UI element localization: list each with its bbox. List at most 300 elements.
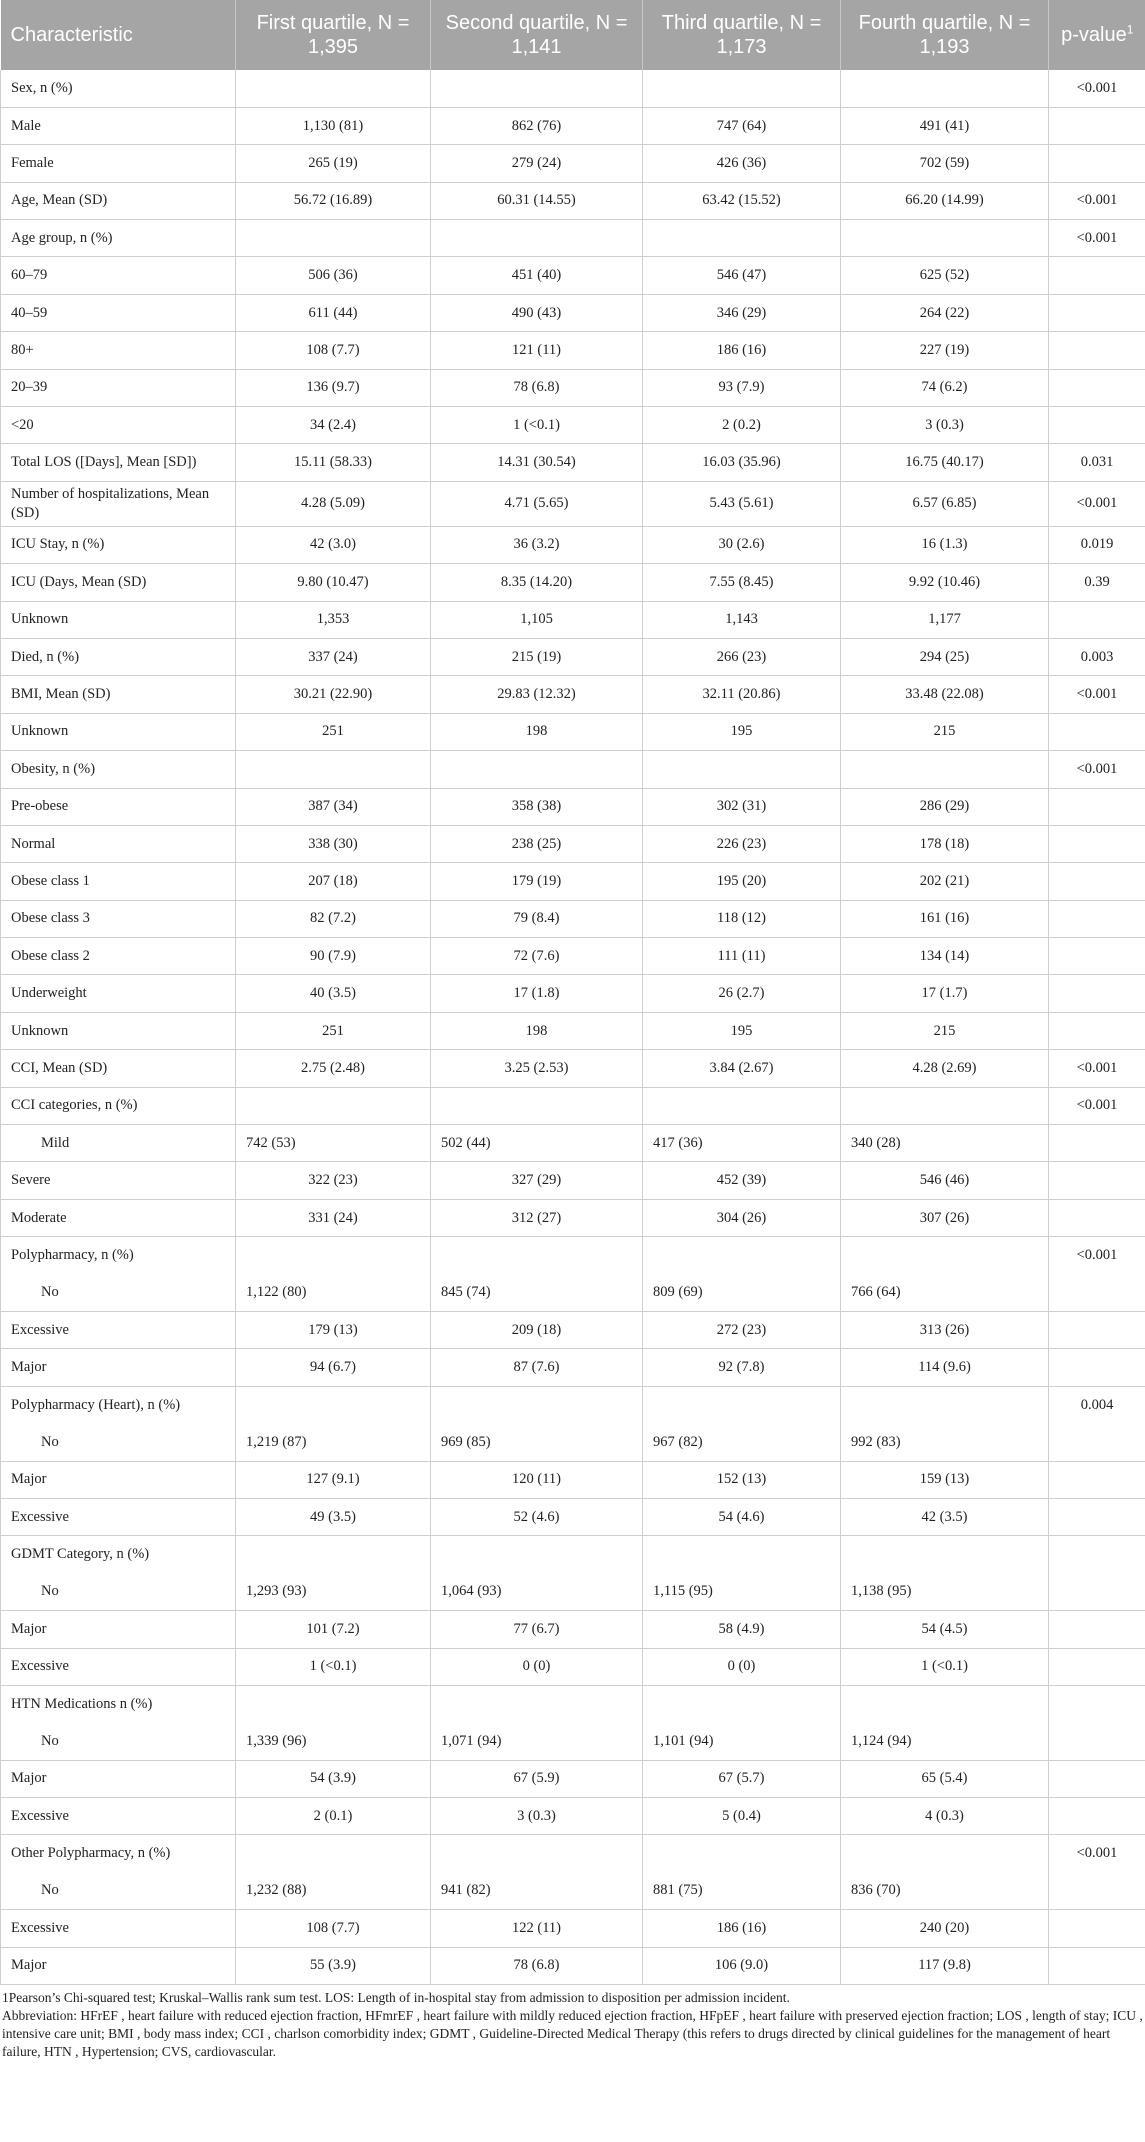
cell-quartile-2: 121 (11) [431, 332, 643, 369]
table-row [1, 825, 1145, 862]
cell-quartile-2: 78 (6.8) [431, 369, 643, 406]
cell-p-value: <0.001 [1049, 1237, 1145, 1274]
cell-quartile-4: 134 (14) [841, 938, 1049, 975]
cell-quartile-2 [431, 1237, 643, 1274]
cell-quartile-3: 54 (4.6) [643, 1498, 841, 1535]
row-label: Excessive [1, 1498, 236, 1535]
table-body [1, 70, 1145, 1985]
cell-quartile-3: 195 [643, 713, 841, 750]
cell-quartile-1: 1,219 (87) [236, 1424, 431, 1461]
cell-quartile-3: 30 (2.6) [643, 526, 841, 563]
cell-quartile-2: 1,064 (93) [431, 1573, 643, 1610]
header-third-quartile [643, 0, 841, 70]
cell-quartile-4: 114 (9.6) [841, 1349, 1049, 1386]
cell-quartile-2: 215 (19) [431, 638, 643, 675]
cell-p-value: 0.019 [1049, 526, 1145, 563]
cell-quartile-3: 0 (0) [643, 1648, 841, 1685]
row-label: Total LOS ([Days], Mean [SD]) [1, 444, 236, 481]
table-row [1, 1648, 1145, 1685]
cell-p-value: 0.031 [1049, 444, 1145, 481]
cell-p-value [1049, 1012, 1145, 1049]
cell-quartile-2: 120 (11) [431, 1461, 643, 1498]
table-row [1, 1162, 1145, 1199]
row-label: 20–39 [1, 369, 236, 406]
table-row [1, 1498, 1145, 1535]
cell-quartile-2: 78 (6.8) [431, 1947, 643, 1984]
cell-quartile-3 [643, 1087, 841, 1124]
cell-quartile-1: 101 (7.2) [236, 1611, 431, 1648]
cell-quartile-1: 207 (18) [236, 863, 431, 900]
cell-quartile-3: 5 (0.4) [643, 1798, 841, 1835]
cell-p-value [1049, 369, 1145, 406]
row-label: Unknown [1, 713, 236, 750]
cell-quartile-2 [431, 220, 643, 257]
footnote-1: 1Pearson’s Chi-squared test; Kruskal–Wallis rank sum test. LOS: Length of in-hospital stay from admission to disposition per admission incident. [2, 1990, 790, 2006]
cell-quartile-3: 881 (75) [643, 1872, 841, 1909]
cell-quartile-4: 33.48 (22.08) [841, 676, 1049, 713]
cell-quartile-2: 17 (1.8) [431, 975, 643, 1012]
cell-quartile-4 [841, 1685, 1049, 1722]
cell-quartile-2: 327 (29) [431, 1162, 643, 1199]
cell-quartile-3: 152 (13) [643, 1461, 841, 1498]
table-row [1, 1760, 1145, 1797]
cell-quartile-3: 111 (11) [643, 938, 841, 975]
cell-quartile-3: 346 (29) [643, 294, 841, 331]
cell-p-value: <0.001 [1049, 1050, 1145, 1087]
cell-quartile-2: 72 (7.6) [431, 938, 643, 975]
row-label: Mild [1, 1125, 236, 1162]
cell-quartile-4: 117 (9.8) [841, 1947, 1049, 1984]
table-row [1, 1087, 1145, 1124]
row-label: Major [1, 1461, 236, 1498]
cell-p-value: <0.001 [1049, 751, 1145, 788]
cell-quartile-3: 967 (82) [643, 1424, 841, 1461]
row-label: Obese class 1 [1, 863, 236, 900]
row-label: Excessive [1, 1648, 236, 1685]
cell-quartile-3: 92 (7.8) [643, 1349, 841, 1386]
cell-quartile-1 [236, 70, 431, 107]
row-label: Normal [1, 825, 236, 862]
cell-quartile-1: 55 (3.9) [236, 1947, 431, 1984]
cell-quartile-2: 122 (11) [431, 1910, 643, 1947]
cell-quartile-4: 4 (0.3) [841, 1798, 1049, 1835]
cell-p-value [1049, 788, 1145, 825]
cell-quartile-3 [643, 1536, 841, 1573]
table-row [1, 1798, 1145, 1835]
cell-p-value: <0.001 [1049, 220, 1145, 257]
cell-quartile-1: 1,122 (80) [236, 1274, 431, 1311]
table-row [1, 1125, 1145, 1162]
cell-p-value [1049, 713, 1145, 750]
cell-quartile-2: 358 (38) [431, 788, 643, 825]
cell-quartile-3 [643, 220, 841, 257]
cell-p-value: 0.004 [1049, 1386, 1145, 1423]
cell-p-value: 0.39 [1049, 564, 1145, 601]
cell-p-value [1049, 975, 1145, 1012]
cell-quartile-4: 546 (46) [841, 1162, 1049, 1199]
cell-quartile-1: 179 (13) [236, 1312, 431, 1349]
cell-quartile-1: 30.21 (22.90) [236, 676, 431, 713]
row-label: HTN Medications n (%) [1, 1685, 236, 1722]
table-row [1, 1536, 1145, 1573]
cell-quartile-3: 1,143 [643, 601, 841, 638]
cell-quartile-1 [236, 1835, 431, 1872]
cell-quartile-1: 1,353 [236, 601, 431, 638]
cell-quartile-1: 331 (24) [236, 1199, 431, 1236]
cell-quartile-1: 1,339 (96) [236, 1723, 431, 1760]
cell-p-value [1049, 1760, 1145, 1797]
cell-quartile-1: 742 (53) [236, 1125, 431, 1162]
cell-quartile-4: 240 (20) [841, 1910, 1049, 1947]
cell-p-value [1049, 1461, 1145, 1498]
row-label: Moderate [1, 1199, 236, 1236]
cell-quartile-2 [431, 1835, 643, 1872]
cell-quartile-4: 491 (41) [841, 107, 1049, 144]
cell-p-value [1049, 1199, 1145, 1236]
cell-quartile-2 [431, 1536, 643, 1573]
row-label: Female [1, 145, 236, 182]
header-label: First quartile, N = 1,395 [256, 12, 410, 58]
cell-p-value: <0.001 [1049, 182, 1145, 219]
table-row [1, 1685, 1145, 1722]
table-footnotes [0, 1985, 1145, 2061]
cell-p-value [1049, 1947, 1145, 1984]
row-label: Obese class 2 [1, 938, 236, 975]
cell-quartile-2: 4.71 (5.65) [431, 481, 643, 526]
cell-quartile-3: 426 (36) [643, 145, 841, 182]
header-label: Third quartile, N = 1,173 [661, 12, 822, 58]
cell-quartile-1: 56.72 (16.89) [236, 182, 431, 219]
cell-quartile-4: 1 (<0.1) [841, 1648, 1049, 1685]
cell-quartile-3 [643, 1835, 841, 1872]
cell-quartile-3: 63.42 (15.52) [643, 182, 841, 219]
cell-quartile-1: 49 (3.5) [236, 1498, 431, 1535]
cell-quartile-2: 312 (27) [431, 1199, 643, 1236]
cell-quartile-1: 90 (7.9) [236, 938, 431, 975]
header-label: Characteristic [10, 24, 133, 46]
row-label: No [1, 1573, 236, 1610]
cell-quartile-1: 42 (3.0) [236, 526, 431, 563]
cell-p-value [1049, 294, 1145, 331]
cell-quartile-2 [431, 70, 643, 107]
cell-quartile-2: 490 (43) [431, 294, 643, 331]
row-label: Obesity, n (%) [1, 751, 236, 788]
cell-quartile-1: 40 (3.5) [236, 975, 431, 1012]
row-label: CCI, Mean (SD) [1, 1050, 236, 1087]
row-label: Polypharmacy (Heart), n (%) [1, 1386, 236, 1423]
cell-p-value [1049, 1872, 1145, 1909]
table-row [1, 1199, 1145, 1236]
cell-quartile-2: 52 (4.6) [431, 1498, 643, 1535]
row-label: Underweight [1, 975, 236, 1012]
cell-quartile-3: 3.84 (2.67) [643, 1050, 841, 1087]
table-row [1, 1349, 1145, 1386]
row-label: BMI, Mean (SD) [1, 676, 236, 713]
cell-quartile-4 [841, 70, 1049, 107]
table-row [1, 975, 1145, 1012]
cell-p-value [1049, 1125, 1145, 1162]
table-row [1, 788, 1145, 825]
row-label: 80+ [1, 332, 236, 369]
cell-quartile-4: 307 (26) [841, 1199, 1049, 1236]
cell-quartile-4: 54 (4.5) [841, 1611, 1049, 1648]
header-row [1, 0, 1145, 70]
cell-quartile-1: 337 (24) [236, 638, 431, 675]
cell-quartile-1: 2.75 (2.48) [236, 1050, 431, 1087]
row-label: Major [1, 1349, 236, 1386]
cell-quartile-1: 82 (7.2) [236, 900, 431, 937]
cell-quartile-3: 186 (16) [643, 332, 841, 369]
row-label: 60–79 [1, 257, 236, 294]
cell-p-value: 0.003 [1049, 638, 1145, 675]
cell-quartile-3: 26 (2.7) [643, 975, 841, 1012]
cell-quartile-2: 87 (7.6) [431, 1349, 643, 1386]
cell-quartile-4: 65 (5.4) [841, 1760, 1049, 1797]
row-label: Pre-obese [1, 788, 236, 825]
cell-quartile-1 [236, 1087, 431, 1124]
cell-quartile-1: 251 [236, 713, 431, 750]
table-row [1, 70, 1145, 107]
cell-quartile-3: 452 (39) [643, 1162, 841, 1199]
cell-p-value [1049, 1573, 1145, 1610]
header-footnote-marker: 1 [1126, 22, 1134, 37]
cell-p-value [1049, 1910, 1145, 1947]
cell-quartile-3: 58 (4.9) [643, 1611, 841, 1648]
table-row [1, 676, 1145, 713]
cell-quartile-4: 9.92 (10.46) [841, 564, 1049, 601]
cell-quartile-4: 1,124 (94) [841, 1723, 1049, 1760]
table-row [1, 1573, 1145, 1610]
row-label: Obese class 3 [1, 900, 236, 937]
cell-quartile-4: 215 [841, 713, 1049, 750]
cell-quartile-3 [643, 1685, 841, 1722]
cell-quartile-2: 941 (82) [431, 1872, 643, 1909]
table-row [1, 481, 1145, 526]
cell-quartile-1: 108 (7.7) [236, 332, 431, 369]
table-row [1, 182, 1145, 219]
cell-quartile-3 [643, 751, 841, 788]
cell-quartile-2: 29.83 (12.32) [431, 676, 643, 713]
cell-quartile-1: 1,293 (93) [236, 1573, 431, 1610]
row-label: Male [1, 107, 236, 144]
cell-quartile-2 [431, 1685, 643, 1722]
cell-p-value [1049, 1349, 1145, 1386]
cell-quartile-3: 186 (16) [643, 1910, 841, 1947]
cell-quartile-3: 67 (5.7) [643, 1760, 841, 1797]
cell-quartile-2: 36 (3.2) [431, 526, 643, 563]
cell-quartile-2: 279 (24) [431, 145, 643, 182]
cell-quartile-2: 969 (85) [431, 1424, 643, 1461]
cell-quartile-1: 265 (19) [236, 145, 431, 182]
header-label: Second quartile, N = 1,141 [445, 12, 628, 58]
cell-quartile-3: 417 (36) [643, 1125, 841, 1162]
row-label: Polypharmacy, n (%) [1, 1237, 236, 1274]
row-label: CCI categories, n (%) [1, 1087, 236, 1124]
cell-quartile-2: 0 (0) [431, 1648, 643, 1685]
cell-quartile-2: 79 (8.4) [431, 900, 643, 937]
cell-quartile-1: 9.80 (10.47) [236, 564, 431, 601]
cell-quartile-1: 2 (0.1) [236, 1798, 431, 1835]
cell-quartile-1: 1 (<0.1) [236, 1648, 431, 1685]
cell-quartile-3 [643, 1237, 841, 1274]
cell-quartile-4: 294 (25) [841, 638, 1049, 675]
cell-quartile-1: 1,232 (88) [236, 1872, 431, 1909]
cell-quartile-2: 451 (40) [431, 257, 643, 294]
table-row [1, 1012, 1145, 1049]
cell-quartile-1: 4.28 (5.09) [236, 481, 431, 526]
cell-p-value [1049, 107, 1145, 144]
cell-quartile-3: 266 (23) [643, 638, 841, 675]
cell-p-value [1049, 1723, 1145, 1760]
cell-quartile-3: 7.55 (8.45) [643, 564, 841, 601]
cell-quartile-2: 198 [431, 1012, 643, 1049]
cell-quartile-4: 286 (29) [841, 788, 1049, 825]
row-label: Major [1, 1611, 236, 1648]
cell-quartile-4: 766 (64) [841, 1274, 1049, 1311]
cell-quartile-3 [643, 70, 841, 107]
cell-quartile-4: 74 (6.2) [841, 369, 1049, 406]
table-row [1, 1872, 1145, 1909]
cell-quartile-2 [431, 1386, 643, 1423]
cell-quartile-2: 862 (76) [431, 107, 643, 144]
cell-p-value [1049, 1162, 1145, 1199]
cell-p-value [1049, 863, 1145, 900]
cell-quartile-3: 809 (69) [643, 1274, 841, 1311]
cell-quartile-4: 4.28 (2.69) [841, 1050, 1049, 1087]
cell-quartile-2: 502 (44) [431, 1125, 643, 1162]
cell-quartile-2: 3.25 (2.53) [431, 1050, 643, 1087]
table-row [1, 145, 1145, 182]
cell-quartile-3: 546 (47) [643, 257, 841, 294]
cell-quartile-3: 1,101 (94) [643, 1723, 841, 1760]
cell-quartile-4 [841, 1237, 1049, 1274]
cell-quartile-4: 17 (1.7) [841, 975, 1049, 1012]
cell-quartile-3: 272 (23) [643, 1312, 841, 1349]
cell-quartile-2: 238 (25) [431, 825, 643, 862]
cell-p-value [1049, 601, 1145, 638]
cell-quartile-3: 304 (26) [643, 1199, 841, 1236]
cell-p-value [1049, 1274, 1145, 1311]
table-row [1, 1050, 1145, 1087]
cell-p-value [1049, 1312, 1145, 1349]
header-first-quartile [236, 0, 431, 70]
cell-quartile-4: 992 (83) [841, 1424, 1049, 1461]
cell-p-value [1049, 1685, 1145, 1722]
table-row [1, 564, 1145, 601]
footnote-abbreviation: Abbreviation: HFrEF , heart failure with reduced ejection fraction, HFmrEF , heart failure with mildly reduced ejection fraction, HFpEF , heart failure with preserved ejection fraction; LOS , length of stay; ICU , intensive care unit; BMI , body mass index; CCI , charlson comorbidity index; GDMT , Guideline-Directed Medical Therapy (this refers to drugs directed by clinical guidelines for the management of heart failure, HTN , Hypertension; CVS, cardiovascular. [2, 2008, 1143, 2060]
cell-quartile-2: 77 (6.7) [431, 1611, 643, 1648]
cell-p-value [1049, 1798, 1145, 1835]
cell-quartile-4: 625 (52) [841, 257, 1049, 294]
cell-p-value [1049, 1424, 1145, 1461]
cell-p-value: <0.001 [1049, 481, 1145, 526]
cell-quartile-3: 1,115 (95) [643, 1573, 841, 1610]
row-label: Major [1, 1947, 236, 1984]
table-row [1, 1424, 1145, 1461]
table-row [1, 294, 1145, 331]
cell-quartile-2: 198 [431, 713, 643, 750]
table-row [1, 713, 1145, 750]
cell-quartile-3: 32.11 (20.86) [643, 676, 841, 713]
cell-quartile-1: 108 (7.7) [236, 1910, 431, 1947]
cell-quartile-1: 387 (34) [236, 788, 431, 825]
cell-quartile-3: 302 (31) [643, 788, 841, 825]
cell-p-value [1049, 900, 1145, 937]
header-characteristic [1, 0, 236, 70]
row-label: ICU Stay, n (%) [1, 526, 236, 563]
table-row [1, 1386, 1145, 1423]
cell-quartile-3: 106 (9.0) [643, 1947, 841, 1984]
cell-quartile-2: 1,071 (94) [431, 1723, 643, 1760]
cell-p-value [1049, 825, 1145, 862]
cell-quartile-4: 161 (16) [841, 900, 1049, 937]
cell-quartile-1 [236, 220, 431, 257]
row-label: No [1, 1723, 236, 1760]
row-label: Died, n (%) [1, 638, 236, 675]
row-label: Unknown [1, 1012, 236, 1049]
table-row [1, 751, 1145, 788]
table-row [1, 369, 1145, 406]
table-row [1, 1237, 1145, 1274]
cell-quartile-3: 226 (23) [643, 825, 841, 862]
cell-quartile-3: 195 (20) [643, 863, 841, 900]
cell-quartile-1 [236, 751, 431, 788]
cell-quartile-3: 5.43 (5.61) [643, 481, 841, 526]
table-row [1, 444, 1145, 481]
cell-quartile-2: 67 (5.9) [431, 1760, 643, 1797]
table-row [1, 1723, 1145, 1760]
row-label: Sex, n (%) [1, 70, 236, 107]
cell-quartile-1: 251 [236, 1012, 431, 1049]
table-row [1, 1274, 1145, 1311]
cell-quartile-1: 54 (3.9) [236, 1760, 431, 1797]
cell-quartile-4: 202 (21) [841, 863, 1049, 900]
cell-quartile-1: 1,130 (81) [236, 107, 431, 144]
cell-quartile-4: 16 (1.3) [841, 526, 1049, 563]
header-label: Fourth quartile, N = 1,193 [858, 12, 1031, 58]
cell-quartile-4: 66.20 (14.99) [841, 182, 1049, 219]
cell-quartile-3: 118 (12) [643, 900, 841, 937]
table-row [1, 1461, 1145, 1498]
cell-p-value [1049, 145, 1145, 182]
cell-quartile-2 [431, 751, 643, 788]
cell-quartile-4: 16.75 (40.17) [841, 444, 1049, 481]
cell-quartile-4 [841, 751, 1049, 788]
cell-quartile-4: 227 (19) [841, 332, 1049, 369]
cell-p-value [1049, 1498, 1145, 1535]
table-header [1, 0, 1145, 70]
cell-quartile-3 [643, 1386, 841, 1423]
cell-quartile-3: 2 (0.2) [643, 407, 841, 444]
table-row [1, 407, 1145, 444]
cell-quartile-2: 209 (18) [431, 1312, 643, 1349]
table-row [1, 1835, 1145, 1872]
cell-quartile-4 [841, 1536, 1049, 1573]
cell-quartile-2: 179 (19) [431, 863, 643, 900]
cell-quartile-4: 215 [841, 1012, 1049, 1049]
table-row [1, 1611, 1145, 1648]
header-second-quartile [431, 0, 643, 70]
row-label: Age group, n (%) [1, 220, 236, 257]
cell-p-value [1049, 1648, 1145, 1685]
header-p-value [1049, 0, 1145, 70]
table-row [1, 220, 1145, 257]
table-row [1, 938, 1145, 975]
cell-quartile-4 [841, 1087, 1049, 1124]
cell-quartile-1: 136 (9.7) [236, 369, 431, 406]
row-label: Other Polypharmacy, n (%) [1, 1835, 236, 1872]
cell-quartile-4: 159 (13) [841, 1461, 1049, 1498]
